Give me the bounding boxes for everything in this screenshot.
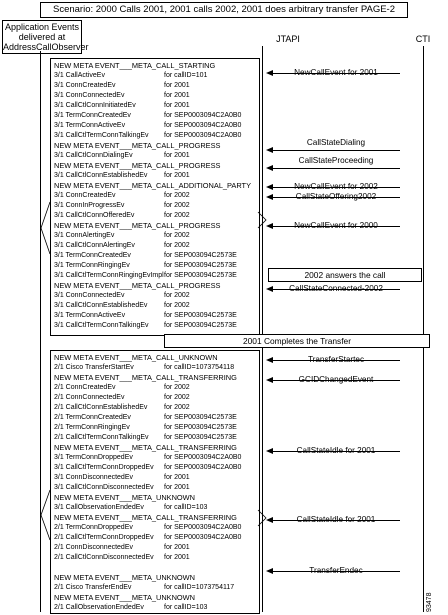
event-target: for SEP0003094C2A0B0 [164, 454, 242, 461]
event-name: NEW META EVENT___META_CALL_STARTING [54, 61, 216, 70]
note-2002-answers: 2002 answers the call [268, 268, 422, 282]
event-name: 3/1 CallCtlConnDialingEv [54, 152, 133, 159]
event-name: NEW META EVENT___META_CALL_UNKNOWN [54, 353, 218, 362]
event-name: 3/1 CallCtlConnDisconnectedEv [54, 484, 154, 491]
jtapi-to-app-arrow-3 [41, 490, 50, 540]
event-target: for 2002 [164, 394, 190, 401]
cti-header: CTI [415, 34, 431, 44]
event-target: for SEP0003094C2A0B0 [164, 534, 242, 541]
event-target: for SEP0003094C2A0B0 [164, 132, 242, 139]
event-target: for SEP003094C2573E [164, 414, 237, 421]
event-name: 2/1 CallCtlConnEstablishedEv [54, 404, 148, 411]
event-target: for 2001 [164, 92, 190, 99]
event-target: for SEP003094C2573E [164, 252, 237, 259]
event-target: for callID=101 [164, 72, 208, 79]
app-events-header: Application Events delivered at AddressCallObserver [3, 22, 89, 52]
note-transfer-completes: 2001 Completes the Transfer [164, 334, 430, 348]
event-name: 3/1 TermConnCreatedEv [54, 252, 131, 259]
event-target: for SEP0003094C2A0B0 [164, 122, 242, 129]
event-target: for 2002 [164, 202, 190, 209]
event-target: for 2001 [164, 474, 190, 481]
event-target: for callID=1073754117 [164, 584, 235, 591]
event-name: NEW META EVENT___META_CALL_PROGRESS [54, 221, 221, 230]
event-name: 3/1 TermConnActiveEv [54, 312, 126, 319]
event-target: for SEP0003094C2A0B0 [164, 112, 242, 119]
event-name: 3/1 ConnCreatedEv [54, 192, 116, 199]
event-target: for 2002 [164, 242, 190, 249]
event-name: 2/1 CallCtlTermConnDroppedEv [54, 534, 154, 541]
event-target: for callID=103 [164, 604, 208, 611]
event-name: 3/1 CallCtlTermConnTalkingEv [54, 132, 149, 139]
jtapi-to-app-arrow-1 [41, 202, 50, 254]
event-target: for 2002 [164, 302, 190, 309]
event-target: for callID=1073754118 [164, 364, 235, 371]
event-name: 2/1 ConnDisconnectedEv [54, 544, 133, 551]
event-target: for 2001 [164, 484, 190, 491]
event-name: 3/1 CallCtlTermConnDroppedEv [54, 464, 154, 471]
event-name: 3/1 TermConnDroppedEv [54, 454, 133, 461]
event-name: 3/1 CallCtlTermConnTalkingEv [54, 322, 149, 329]
event-name: 2/1 CallCtlTermConnTalkingEv [54, 434, 149, 441]
event-target: for 2001 [164, 172, 190, 179]
event-name: 2/1 Cisco TransferStartEv [54, 364, 134, 371]
event-target: for SEP003094C2573E [164, 312, 237, 319]
event-name: 2/1 CallCtlConnDisconnectedEv [54, 554, 154, 561]
event-name: 3/1 ConnInProgressEv [54, 202, 125, 209]
event-name: NEW META EVENT___META_UNKNOWN [54, 493, 195, 502]
event-target: for 2002 [164, 404, 190, 411]
event-target: for 2002 [164, 192, 190, 199]
event-name: 3/1 TermConnActiveEv [54, 122, 126, 129]
event-name: NEW META EVENT___META_CALL_TRANSFERRING [54, 443, 237, 452]
event-name: 2/1 ConnCreatedEv [54, 384, 116, 391]
event-target: for 2001 [164, 544, 190, 551]
event-name: NEW META EVENT___META_UNKNOWN [54, 593, 195, 602]
event-name: 3/1 CallCtlConnInitiatedEv [54, 102, 136, 109]
event-name: 3/1 TermConnCreatedEv [54, 112, 131, 119]
event-name: NEW META EVENT___META_CALL_PROGRESS [54, 281, 221, 290]
event-target: for SEP003094C2573E [164, 272, 237, 279]
diagram-title: Scenario: 2000 Calls 2001, 2001 calls 2002, 2001 does arbitrary transfer PAGE-2 [40, 2, 408, 18]
event-target: for callID=103 [164, 504, 208, 511]
event-target: for 2001 [164, 554, 190, 561]
event-target: for SEP0003094C2A0B0 [164, 464, 242, 471]
event-target: for 2002 [164, 212, 190, 219]
event-name: 3/1 ConnConnectedEv [54, 292, 125, 299]
event-name: 3/1 CallCtlConnEstablishedEv [54, 302, 148, 309]
event-target: for SEP003094C2573E [164, 434, 237, 441]
event-target: for 2001 [164, 82, 190, 89]
event-target: for SEP003094C2573E [164, 424, 237, 431]
event-target: for 2002 [164, 232, 190, 239]
event-name: 3/1 CallActiveEv [54, 72, 105, 79]
event-name: 3/1 ConnDisconnectedEv [54, 474, 133, 481]
event-target: for 2002 [164, 292, 190, 299]
jtapi-header: JTAPI [276, 34, 300, 44]
event-name: 3/1 ConnCreatedEv [54, 82, 116, 89]
event-name: 2/1 TermConnDroppedEv [54, 524, 133, 531]
event-name: 3/1 ConnAlertingEv [54, 232, 115, 239]
event-name: 3/1 CallCtlConnOfferedEv [54, 212, 135, 219]
event-name: NEW META EVENT___META_CALL_ADDITIONAL_PARTY [54, 181, 252, 190]
event-name: 3/1 CallCtlConnEstablishedEv [54, 172, 148, 179]
event-target: for SEP003094C2573E [164, 262, 237, 269]
event-name: NEW META EVENT___META_CALL_TRANSFERRING [54, 513, 237, 522]
event-name: 2/1 TermConnCreatedEv [54, 414, 131, 421]
event-name: 3/1 ConnConnectedEv [54, 92, 125, 99]
event-target: for SEP003094C2573E [164, 322, 237, 329]
event-name: 2/1 CallObservationEndedEv [54, 604, 144, 611]
event-name: 3/1 CallCtlConnAlertingEv [54, 242, 135, 249]
event-name: 2/1 Cisco TransferEndEv [54, 584, 132, 591]
event-name: NEW META EVENT___META_CALL_TRANSFERRING [54, 373, 237, 382]
event-target: for 2002 [164, 384, 190, 391]
event-target: for 2001 [164, 102, 190, 109]
event-name: 3/1 CallObservationEndedEv [54, 504, 144, 511]
event-name: NEW META EVENT___META_CALL_PROGRESS [54, 161, 221, 170]
event-name: 3/1 CallCtlTermConnRingingEvImpl [54, 272, 164, 279]
event-name: 3/1 TermConnRingingEv [54, 262, 130, 269]
figure-id: 93478 [426, 592, 433, 612]
event-target: for 2001 [164, 152, 190, 159]
event-target: for SEP0003094C2A0B0 [164, 524, 242, 531]
event-name: NEW META EVENT___META_CALL_PROGRESS [54, 141, 221, 150]
event-name: 2/1 TermConnRingingEv [54, 424, 130, 431]
jtapi-to-app-arrow-2 [258, 212, 266, 228]
event-name: NEW META EVENT___META_UNKNOWN [54, 573, 195, 582]
event-name: 2/1 ConnConnectedEv [54, 394, 125, 401]
jtapi-to-app-arrow-4 [258, 510, 266, 526]
